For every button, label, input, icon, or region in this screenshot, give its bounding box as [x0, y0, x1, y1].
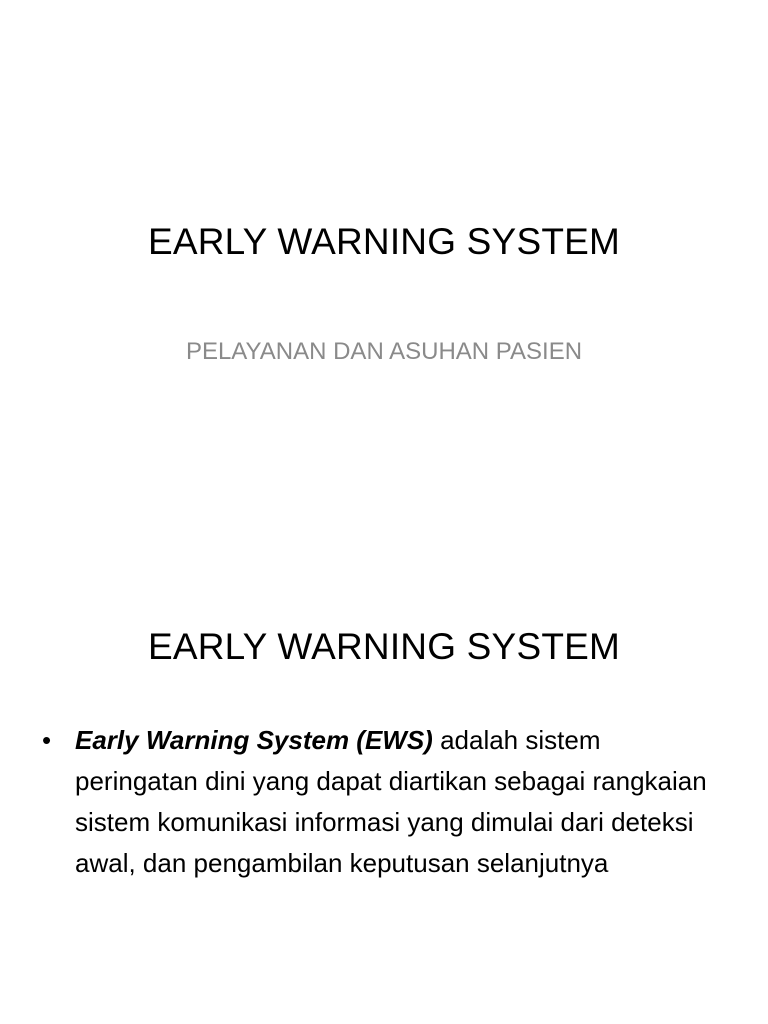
- slide-title: EARLY WARNING SYSTEM: [147, 221, 621, 262]
- bullet-text: adalah sistem peringatan dini yang dapat diartikan sebagai rangkaian sistem komunikasi informasi yang dimulai dari deteksi awal, dan pengambilan keputusan selanjutnya: [75, 725, 707, 878]
- content-slide: [0, 576, 768, 1024]
- bullet-marker: •: [42, 725, 52, 755]
- bullet-list: [40, 720, 720, 884]
- slide-subtitle: PELAYANAN DAN ASUHAN PASIEN: [185, 338, 583, 365]
- slide-title: EARLY WARNING SYSTEM: [147, 626, 621, 667]
- bullet-term: Early Warning System (EWS): [75, 725, 433, 755]
- bullet-item: [40, 720, 720, 884]
